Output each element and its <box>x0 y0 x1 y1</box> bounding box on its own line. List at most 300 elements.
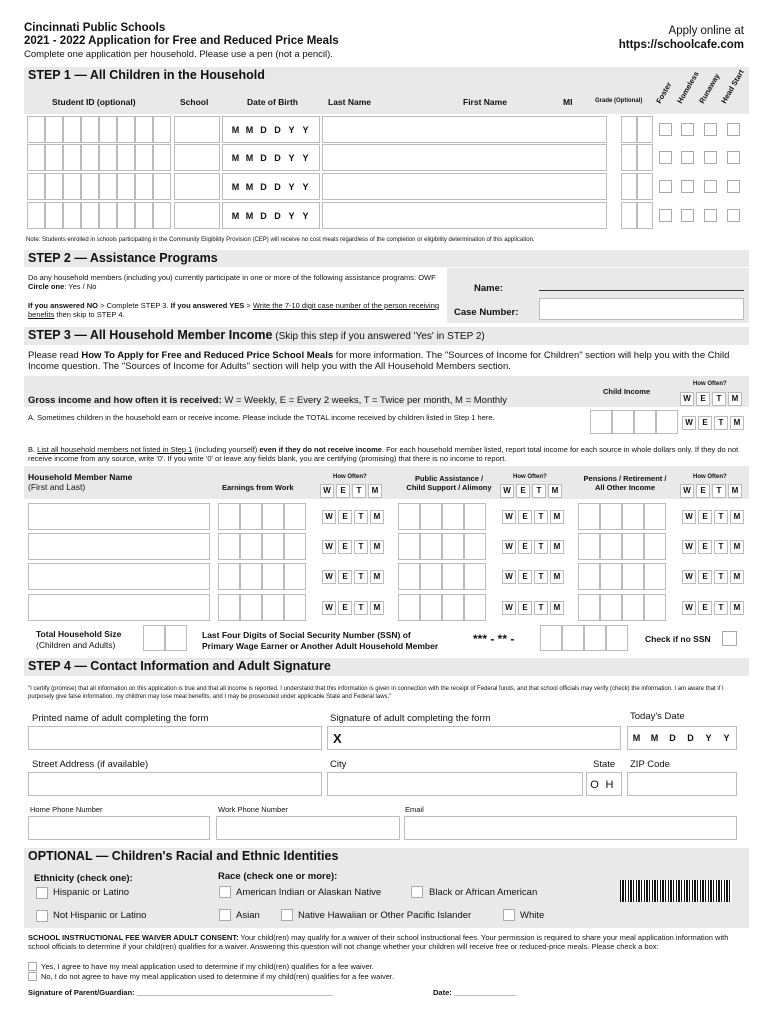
how-often-select[interactable] <box>322 540 386 554</box>
ethnicity-label: Ethnicity (check one): <box>34 873 133 884</box>
runaway-checkbox[interactable] <box>704 151 717 164</box>
name-cell[interactable] <box>322 144 607 171</box>
how-often-option[interactable]: T <box>534 540 548 554</box>
pension-cell[interactable] <box>622 533 644 560</box>
member-name-cell[interactable] <box>28 563 210 590</box>
earnings-cell[interactable] <box>262 594 284 621</box>
fee-yes-checkbox[interactable] <box>28 962 37 971</box>
runaway-checkbox[interactable] <box>704 209 717 222</box>
state-label: State <box>593 759 616 770</box>
step2-name-field[interactable] <box>539 290 744 291</box>
earnings-cell[interactable] <box>262 503 284 530</box>
head-start-checkbox[interactable] <box>727 151 740 164</box>
pension-cell[interactable] <box>600 503 622 530</box>
how-often-option[interactable]: E <box>518 601 532 615</box>
student-id-cell[interactable] <box>27 116 45 143</box>
not-hispanic-checkbox[interactable] <box>36 910 48 922</box>
fee-signature[interactable]: Signature of Parent/Guardian: _______________________________________________ <box>28 988 333 997</box>
name-cell[interactable] <box>322 202 607 229</box>
step3-header: STEP 3 — All Household Member Income (Skip this step if you answered 'Yes' in STEP 2) <box>24 327 749 345</box>
student-id-cell[interactable] <box>45 144 63 171</box>
col-dob: Date of Birth <box>247 97 298 107</box>
student-id-cell[interactable] <box>117 144 135 171</box>
public-assist-cell[interactable] <box>420 503 442 530</box>
race-black-label: Black or African American <box>429 887 538 898</box>
member-name-sub: (First and Last) <box>28 482 86 492</box>
apply-online-url[interactable]: https://schoolcafe.com <box>618 39 744 51</box>
step2-case-number-field[interactable] <box>539 298 744 320</box>
grade-cell[interactable] <box>621 202 637 229</box>
runaway-checkbox[interactable] <box>704 180 717 193</box>
dob-letter: Y <box>288 182 295 192</box>
public-assist-cell[interactable] <box>442 503 464 530</box>
dob-letter: M <box>245 125 254 135</box>
public-assist-cell[interactable] <box>398 533 420 560</box>
how-often-option[interactable]: T <box>354 510 368 524</box>
how-often-option[interactable]: T <box>354 540 368 554</box>
name-cell[interactable] <box>322 116 607 143</box>
how-often-option[interactable]: M <box>370 570 384 584</box>
how-often-select[interactable] <box>682 601 746 615</box>
student-id-cell[interactable] <box>63 202 81 229</box>
how-often-select[interactable] <box>322 510 386 524</box>
signature-label: Signature of adult completing the form <box>330 713 491 724</box>
student-id-cell[interactable] <box>45 116 63 143</box>
dob-letter: Y <box>302 211 309 221</box>
how-often-option[interactable]: W <box>502 601 516 615</box>
total-size-box-2[interactable] <box>165 625 187 651</box>
how-often-select[interactable] <box>682 570 746 584</box>
dob-letter: Y <box>302 182 309 192</box>
student-id-cell[interactable] <box>135 144 153 171</box>
ssn-digit-cell[interactable] <box>584 625 606 651</box>
dob-letter: M <box>245 182 254 192</box>
homeless-checkbox[interactable] <box>681 123 694 136</box>
how-often-option[interactable]: T <box>714 510 728 524</box>
how-often-option[interactable]: W <box>682 510 696 524</box>
how-often-option[interactable]: T <box>354 601 368 615</box>
dob-letter: M <box>231 182 240 192</box>
earnings-cell[interactable] <box>218 594 240 621</box>
work-phone-label: Work Phone Number <box>218 805 288 814</box>
dob-letter: D <box>274 182 281 192</box>
signature-field[interactable] <box>327 726 621 750</box>
col-student-id: Student ID (optional) <box>52 97 136 107</box>
fee-no-checkbox[interactable] <box>28 972 37 981</box>
dob-letters <box>230 125 311 135</box>
no-ssn-checkbox[interactable] <box>722 631 737 646</box>
dob-letter: D <box>274 153 281 163</box>
step2-question: Do any household members (including you) currently participate in one or more of the following assistance programs: OWF Circle one: Yes / No <box>28 273 436 291</box>
signature-x: X <box>333 731 342 746</box>
col-foster: Foster <box>654 80 674 105</box>
grade-cell[interactable] <box>637 116 653 143</box>
how-often-option[interactable]: W <box>322 601 336 615</box>
student-id-cell[interactable] <box>153 116 171 143</box>
pension-cell[interactable] <box>622 503 644 530</box>
apply-online-label: Apply online at <box>668 25 744 37</box>
student-id-cell[interactable] <box>45 173 63 200</box>
how-often-option[interactable]: M <box>730 510 744 524</box>
state-value: O H <box>590 779 614 791</box>
step3-a-text: A. Sometimes children in the household earn or receive income. Please include the TOTAL income received by children listed in Step 1 here. <box>28 413 495 422</box>
col-head-start: Head Start <box>719 68 746 105</box>
race-label: Race (check one or more): <box>218 871 338 882</box>
student-id-cell[interactable] <box>135 116 153 143</box>
public-assist-cell[interactable] <box>398 563 420 590</box>
how-often-option[interactable]: M <box>550 601 564 615</box>
student-id-cell[interactable] <box>81 144 99 171</box>
dob-letter: M <box>245 153 254 163</box>
how-often-option[interactable]: W <box>682 540 696 554</box>
student-id-cell[interactable] <box>81 173 99 200</box>
child-wetm-header: W E T M <box>680 392 744 406</box>
homeless-checkbox[interactable] <box>681 209 694 222</box>
school-cell[interactable] <box>174 202 220 229</box>
fee-date[interactable]: Date: _______________ <box>433 988 517 997</box>
school-cell[interactable] <box>174 173 220 200</box>
how-often-option[interactable]: E <box>338 570 352 584</box>
how-often-option[interactable]: W <box>502 510 516 524</box>
grade-cell[interactable] <box>621 144 637 171</box>
public-assist-cell[interactable] <box>464 503 486 530</box>
total-size-label: Total Household Size <box>36 629 122 639</box>
step1-header: STEP 1 — All Children in the Household <box>24 67 749 86</box>
dob-letter: D <box>260 211 267 221</box>
form-title: 2021 - 2022 Application for Free and Reduced Price Meals <box>24 35 339 47</box>
public-assist-cell[interactable] <box>442 594 464 621</box>
foster-checkbox[interactable] <box>659 209 672 222</box>
hispanic-checkbox[interactable] <box>36 887 48 899</box>
ssn-digit-cell[interactable] <box>562 625 584 651</box>
col-homeless: Homeless <box>675 69 701 105</box>
child-how-often-label: How Often? <box>693 381 727 387</box>
student-id-cell[interactable] <box>117 173 135 200</box>
step4-header: STEP 4 — Contact Information and Adult Signature <box>24 658 749 676</box>
student-id-cell[interactable] <box>63 144 81 171</box>
runaway-checkbox[interactable] <box>704 123 717 136</box>
how-often-option[interactable]: M <box>730 540 744 554</box>
student-id-cell[interactable] <box>135 173 153 200</box>
today-date-label: Today's Date <box>630 711 685 722</box>
pensions-label: Pensions / Retirement / All Other Income <box>583 474 667 492</box>
how-often-option[interactable]: E <box>338 540 352 554</box>
how-often-option[interactable]: E <box>338 510 352 524</box>
student-id-cell[interactable] <box>81 202 99 229</box>
how-often-select[interactable] <box>322 570 386 584</box>
how-often-option[interactable]: W <box>502 540 516 554</box>
how-often-option[interactable]: T <box>534 570 548 584</box>
how-often-option[interactable]: T <box>714 570 728 584</box>
earnings-cell[interactable] <box>262 533 284 560</box>
student-id-cell[interactable] <box>99 144 117 171</box>
how-often-option[interactable]: E <box>518 510 532 524</box>
step3-gross: Gross income and how often it is received: W = Weekly, E = Every 2 weeks, T = Twice per month, M = Monthly <box>28 395 508 406</box>
earnings-cell[interactable] <box>240 563 262 590</box>
student-id-cell[interactable] <box>27 144 45 171</box>
pension-cell[interactable] <box>578 533 600 560</box>
how-often-option[interactable]: M <box>550 510 564 524</box>
public-assist-cell[interactable] <box>420 533 442 560</box>
home-phone-label: Home Phone Number <box>30 805 103 814</box>
grade-cell[interactable] <box>637 202 653 229</box>
pension-cell[interactable] <box>600 533 622 560</box>
head-start-checkbox[interactable] <box>727 180 740 193</box>
earnings-label: Earnings from Work <box>222 483 294 492</box>
dob-letter: D <box>274 211 281 221</box>
col-first-name: First Name <box>463 97 507 107</box>
pension-cell[interactable] <box>644 503 666 530</box>
public-assist-cell[interactable] <box>420 594 442 621</box>
optional-header: OPTIONAL — Children's Racial and Ethnic Identities <box>24 848 749 866</box>
grade-cell[interactable] <box>637 173 653 200</box>
pension-cell[interactable] <box>644 533 666 560</box>
grade-cell[interactable] <box>637 144 653 171</box>
step4-certify: "I certify (promise) that all information on this application is true and that all income is reported. I understand that this information is given in connection with the receipt of Federal funds, and that school officials may verify (check) the information. I am aware that if I purposely give false information, my children may lose meal benefits, and I may be prosecuted under applicable State and Federal laws." <box>28 686 724 700</box>
child-income-cell[interactable] <box>590 410 612 434</box>
public-assist-cell[interactable] <box>464 533 486 560</box>
race-american-indian-checkbox[interactable] <box>219 886 231 898</box>
col-last-name: Last Name <box>328 97 371 107</box>
grade-cell[interactable] <box>621 116 637 143</box>
how-often-option[interactable]: M <box>730 570 744 584</box>
how-often-select[interactable] <box>502 601 566 615</box>
student-id-cell[interactable] <box>27 202 45 229</box>
public-assist-cell[interactable] <box>420 563 442 590</box>
pension-cell[interactable] <box>600 563 622 590</box>
pension-cell[interactable] <box>578 594 600 621</box>
pension-cell[interactable] <box>600 594 622 621</box>
col-grade: Grade (Optional) <box>595 98 643 104</box>
student-id-cell[interactable] <box>45 202 63 229</box>
foster-checkbox[interactable] <box>659 151 672 164</box>
city-label: City <box>330 759 347 770</box>
how-often-select[interactable] <box>322 601 386 615</box>
public-wetm-header: W E T M <box>500 484 564 498</box>
school-cell[interactable] <box>174 116 220 143</box>
student-id-cell[interactable] <box>99 116 117 143</box>
how-often-option[interactable]: E <box>518 540 532 554</box>
race-black-checkbox[interactable] <box>411 886 423 898</box>
how-often-option[interactable]: M <box>370 540 384 554</box>
step2-instructions: If you answered NO > Complete STEP 3. If you answered YES > Write the 7-10 digit case number of the person receiving benefits then skip to STEP 4. <box>28 301 440 319</box>
child-income-cell[interactable] <box>634 410 656 434</box>
how-often-option[interactable]: T <box>714 601 728 615</box>
child-income-cell[interactable] <box>656 410 678 434</box>
race-asian-checkbox[interactable] <box>219 909 231 921</box>
earn-wetm-header: W E T M <box>320 484 384 498</box>
pension-cell[interactable] <box>644 563 666 590</box>
how-often-option[interactable]: M <box>370 510 384 524</box>
race-white-checkbox[interactable] <box>503 909 515 921</box>
work-phone-field[interactable] <box>216 816 400 840</box>
child-wetm-select[interactable]: W E T M <box>682 416 746 430</box>
student-id-cell[interactable] <box>99 202 117 229</box>
org-name: Cincinnati Public Schools <box>24 22 166 34</box>
public-how-often: How Often? <box>513 474 547 480</box>
dob-letter: Y <box>288 211 295 221</box>
head-start-checkbox[interactable] <box>727 209 740 222</box>
foster-checkbox[interactable] <box>659 180 672 193</box>
how-often-option[interactable]: T <box>534 510 548 524</box>
ssn-digit-cell[interactable] <box>606 625 628 651</box>
email-label: Email <box>405 805 424 814</box>
how-often-option[interactable]: E <box>338 601 352 615</box>
head-start-checkbox[interactable] <box>727 123 740 136</box>
earnings-cell[interactable] <box>284 594 306 621</box>
fee-waiver-text: SCHOOL INSTRUCTIONAL FEE WAIVER ADULT CONSENT: Your child(ren) may qualify for a waiver of their school instructional fees. Your permission is required to share your meal application information with school officials to determine if your child(ren) qualifies for a waiver. Answering this question will not change whether your children will receive free or reduced-price meals. Please check a box: <box>28 933 729 951</box>
race-hawaiian-checkbox[interactable] <box>281 909 293 921</box>
no-ssn-label: Check if no SSN <box>645 634 711 644</box>
public-assist-cell[interactable] <box>464 563 486 590</box>
student-id-cell[interactable] <box>27 173 45 200</box>
dob-letter: Y <box>288 153 295 163</box>
street-label: Street Address (if available) <box>32 759 149 770</box>
public-assist-cell[interactable] <box>464 594 486 621</box>
step3-intro: Please read How To Apply for Free and Reduced Price School Meals for more information. The "Sources of Income for Children" section will help you with the Child Income question. The "Sources of Income for Adults" section will help you with the All Household Members section. <box>28 350 730 372</box>
how-often-option[interactable]: W <box>682 570 696 584</box>
student-id-cell[interactable] <box>153 173 171 200</box>
step2-header: STEP 2 — Assistance Programs <box>24 250 749 267</box>
student-id-cell[interactable] <box>99 173 117 200</box>
how-often-select[interactable] <box>682 510 746 524</box>
email-field[interactable] <box>404 816 737 840</box>
public-assist-cell[interactable] <box>398 503 420 530</box>
dob-letter: D <box>260 125 267 135</box>
dob-letters <box>230 211 311 221</box>
student-id-cell[interactable] <box>153 202 171 229</box>
homeless-checkbox[interactable] <box>681 180 694 193</box>
how-often-option[interactable]: E <box>698 570 712 584</box>
homeless-checkbox[interactable] <box>681 151 694 164</box>
barcode <box>620 880 732 902</box>
pension-wetm-header: W E T M <box>680 484 744 498</box>
dob-letter: Y <box>288 125 295 135</box>
ssn-label-2: Primary Wage Earner or Another Adult Household Member <box>202 641 439 651</box>
home-phone-field[interactable] <box>28 816 210 840</box>
how-often-option[interactable]: T <box>714 540 728 554</box>
how-often-select[interactable] <box>502 570 566 584</box>
school-cell[interactable] <box>174 144 220 171</box>
how-often-option[interactable]: W <box>502 570 516 584</box>
earnings-cell[interactable] <box>284 533 306 560</box>
pension-cell[interactable] <box>578 563 600 590</box>
student-id-cell[interactable] <box>117 202 135 229</box>
how-often-option[interactable]: E <box>698 601 712 615</box>
member-name-cell[interactable] <box>28 503 210 530</box>
how-often-select[interactable] <box>682 540 746 554</box>
pension-cell[interactable] <box>644 594 666 621</box>
foster-checkbox[interactable] <box>659 123 672 136</box>
zip-field[interactable] <box>627 772 737 796</box>
earnings-cell[interactable] <box>240 533 262 560</box>
hispanic-label: Hispanic or Latino <box>53 887 130 898</box>
dob-letter: D <box>274 125 281 135</box>
how-often-option[interactable]: W <box>682 601 696 615</box>
grade-cell[interactable] <box>621 173 637 200</box>
dob-letter: M <box>245 211 254 221</box>
col-mi: MI <box>563 97 573 107</box>
how-often-option[interactable]: W <box>322 510 336 524</box>
step2-name-label: Name: <box>474 283 504 294</box>
how-often-select[interactable] <box>502 510 566 524</box>
student-id-cell[interactable] <box>81 116 99 143</box>
dob-letter: D <box>260 153 267 163</box>
earnings-cell[interactable] <box>284 503 306 530</box>
how-often-option[interactable]: E <box>698 540 712 554</box>
how-often-option[interactable]: T <box>534 601 548 615</box>
public-assist-cell[interactable] <box>442 533 464 560</box>
public-label: Public Assistance / Child Support / Alimony <box>406 474 492 492</box>
dob-letter: M <box>231 211 240 221</box>
dob-letters <box>230 153 311 163</box>
member-name-cell[interactable] <box>28 594 210 621</box>
pension-how-often: How Often? <box>693 474 727 480</box>
student-id-cell[interactable] <box>117 116 135 143</box>
ssn-digit-cell[interactable] <box>540 625 562 651</box>
earn-how-often: How Often? <box>333 474 367 480</box>
total-size-box-1[interactable] <box>143 625 165 651</box>
col-school: School <box>180 97 209 107</box>
printed-name-field[interactable] <box>28 726 322 750</box>
name-cell[interactable] <box>322 173 607 200</box>
fee-yes-label: Yes, I agree to have my meal application used to determine if my child(ren) qualifies for a fee waiver. <box>41 962 374 971</box>
member-name-label: Household Member Name <box>28 472 133 482</box>
earnings-cell[interactable] <box>284 563 306 590</box>
form-subtitle: Complete one application per household. Please use a pen (not a pencil). <box>24 49 333 60</box>
student-id-cell[interactable] <box>63 116 81 143</box>
fee-no-label: No, I do not agree to have my meal application used to determine if my child(ren) qualifies for a fee waiver. <box>41 972 395 981</box>
dob-letter: Y <box>302 153 309 163</box>
printed-name-label: Printed name of adult completing the form <box>32 713 209 724</box>
member-name-cell[interactable] <box>28 533 210 560</box>
pension-cell[interactable] <box>578 503 600 530</box>
public-assist-cell[interactable] <box>398 594 420 621</box>
pension-cell[interactable] <box>622 563 644 590</box>
how-often-option[interactable]: M <box>370 601 384 615</box>
student-id-cell[interactable] <box>153 144 171 171</box>
ssn-label-1: Last Four Digits of Social Security Number (SSN) of <box>202 630 411 640</box>
how-often-option[interactable]: W <box>322 570 336 584</box>
how-often-option[interactable]: E <box>698 510 712 524</box>
how-often-option[interactable]: M <box>730 601 744 615</box>
today-date-letters: M M D D Y Y <box>632 733 730 743</box>
how-often-option[interactable]: M <box>550 540 564 554</box>
city-field[interactable] <box>327 772 583 796</box>
earnings-cell[interactable] <box>218 503 240 530</box>
street-field[interactable] <box>28 772 322 796</box>
how-often-select[interactable] <box>502 540 566 554</box>
child-income-label: Child Income <box>603 387 651 396</box>
pension-cell[interactable] <box>622 594 644 621</box>
how-often-option[interactable]: W <box>322 540 336 554</box>
race-american-indian-label: American Indian or Alaskan Native <box>236 887 382 898</box>
earnings-cell[interactable] <box>240 594 262 621</box>
how-often-option[interactable]: E <box>518 570 532 584</box>
earnings-cell[interactable] <box>218 533 240 560</box>
student-id-cell[interactable] <box>63 173 81 200</box>
dob-letter: Y <box>302 125 309 135</box>
public-assist-cell[interactable] <box>442 563 464 590</box>
how-often-option[interactable]: T <box>354 570 368 584</box>
earnings-cell[interactable] <box>218 563 240 590</box>
earnings-cell[interactable] <box>262 563 284 590</box>
earnings-cell[interactable] <box>240 503 262 530</box>
dob-letters <box>230 182 311 192</box>
how-often-option[interactable]: M <box>550 570 564 584</box>
student-id-cell[interactable] <box>135 202 153 229</box>
child-income-cell[interactable] <box>612 410 634 434</box>
